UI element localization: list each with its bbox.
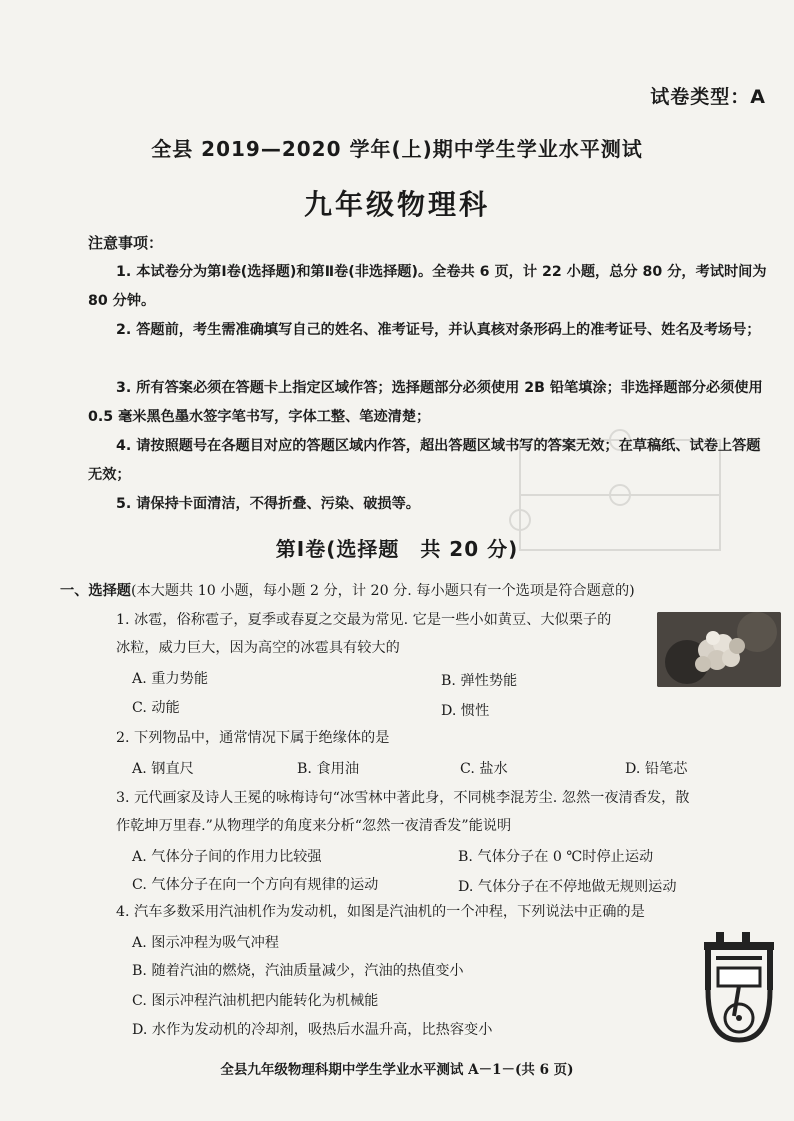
question-stem-line: 2. 下列物品中，通常情况下属于绝缘体的是	[116, 730, 390, 746]
question-stem-line: 3. 元代画家及诗人王冕的咏梅诗句“冰雪林中著此身，不同桃李混芳尘. 忽然一夜清香发，散	[116, 790, 690, 806]
option-c: C. 气体分子在向一个方向有规律的运动	[132, 877, 379, 893]
section-rules: (本大题共 10 小题，每小题 2 分，计 20 分. 每小题只有一个选项是符合题意的)	[130, 583, 635, 599]
option-a: A. 图示冲程为吸气冲程	[132, 935, 279, 951]
option-b: B. 随着汽油的燃烧，汽油质量减少，汽油的热值变小	[132, 963, 464, 979]
section-instructions	[60, 580, 780, 600]
exam-title: 全县 2019—2020 学年(上)期中学生学业水平测试	[151, 137, 643, 161]
notice-item-3: 3. 所有答案必须在答题卡上指定区域作答；选择题部分必须使用 2B 铅笔填涂；非选择题部分必须使用 0.5 毫米黑色墨水签字笔书写，字体工整、笔迹清楚；	[88, 380, 763, 425]
question-stem-line: 冰粒，威力巨大，因为高空的冰雹具有较大的	[116, 640, 400, 656]
page-footer: 全县九年级物理科期中学生学业水平测试 A－1－(共 6 页)	[220, 1062, 574, 1078]
notice-heading: 注意事项：	[88, 234, 164, 252]
question-3	[116, 784, 776, 840]
notice-item-4: 4. 请按照题号在各题目对应的答题区域内作答，超出答题区域书写的答案无效；在草稿纸、试卷上答题无效；	[88, 438, 761, 483]
option-d: D. 气体分子在不停地做无规则运动	[458, 879, 677, 895]
question-stem-line: 作乾坤万里春.”从物理学的角度来分析“忽然一夜清香发”能说明	[116, 818, 512, 834]
question-2	[116, 724, 389, 752]
option-d: D. 水作为发动机的冷却剂，吸热后水温升高，比热容变小	[132, 1022, 493, 1038]
engine-stroke-diagram	[694, 928, 784, 1046]
option-c: C. 动能	[132, 700, 180, 716]
option-b: B. 气体分子在 0 ℃时停止运动	[458, 849, 654, 865]
section-label: 一、选择题	[60, 583, 131, 599]
option-b: B. 食用油	[297, 761, 360, 777]
option-d: D. 惯性	[441, 703, 490, 719]
option-b: B. 弹性势能	[441, 673, 518, 689]
paper-type-label: 试卷类型：A	[650, 86, 766, 108]
notice-item-1: 1. 本试卷分为第Ⅰ卷(选择题)和第Ⅱ卷(非选择题)。全卷共 6 页，计 22 小题，总分 80 分，考试时间为 80 分钟。	[88, 264, 767, 309]
question-1	[116, 606, 611, 662]
question-stem-line: 4. 汽车多数采用汽油机作为发动机，如图是汽油机的一个冲程，下列说法中正确的是	[116, 904, 645, 920]
hailstones-photo	[657, 612, 781, 687]
subject-title: 九年级物理科	[303, 188, 490, 221]
notice-item-5: 5. 请保持卡面清洁，不得折叠、污染、破损等。	[116, 496, 420, 512]
notice-item-2: 2. 答题前，考生需准确填写自己的姓名、准考证号，并认真核对条形码上的准考证号、姓名及考场号；	[116, 322, 761, 338]
option-d: D. 铅笔芯	[625, 761, 688, 777]
option-a: A. 重力势能	[132, 671, 209, 687]
question-stem-line: 1. 冰雹，俗称雹子，夏季或春夏之交最为常见. 它是一些小如黄豆、大似栗子的	[116, 612, 612, 628]
option-c: C. 盐水	[460, 761, 508, 777]
section-heading: 第Ⅰ卷(选择题 共 20 分)	[275, 537, 519, 561]
option-c: C. 图示冲程汽油机把内能转化为机械能	[132, 993, 379, 1009]
option-a: A. 钢直尺	[132, 761, 194, 777]
option-a: A. 气体分子间的作用力比较强	[132, 849, 322, 865]
question-4	[116, 898, 645, 926]
